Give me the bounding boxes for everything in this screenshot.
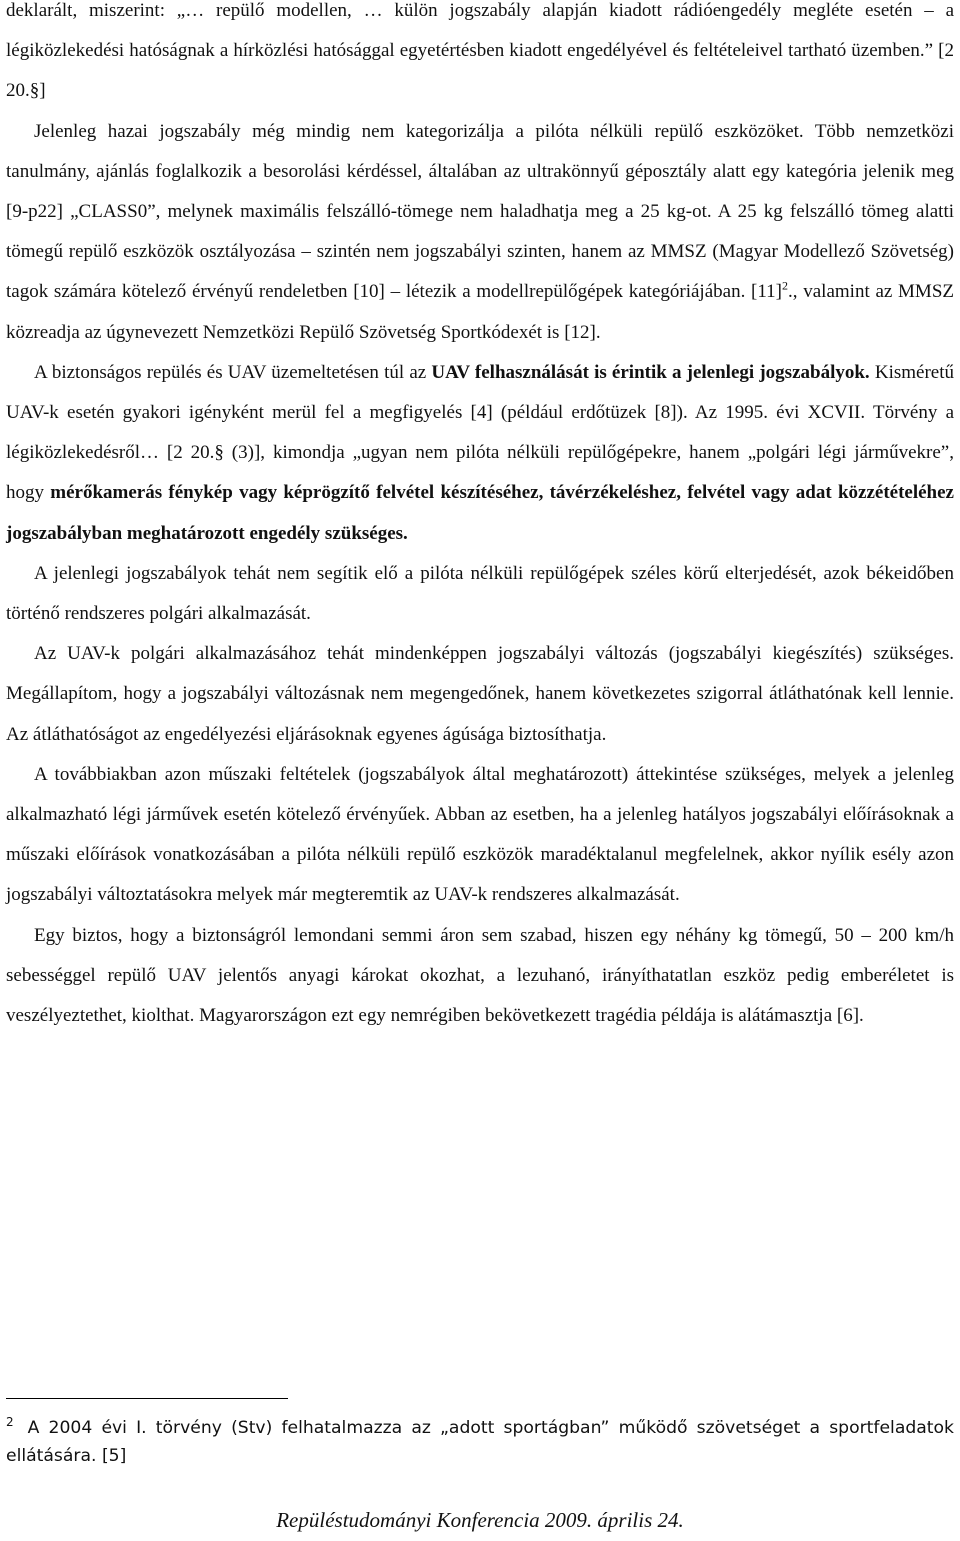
paragraph-6 (6, 755, 954, 916)
footnote-text: A 2004 évi I. törvény (Stv) felhatalmazza az „adott sportágban” működő szövetséget a sportfeladatok ellátására. [5] (6, 1418, 954, 1466)
paragraph-3-text-a: A biztonságos repülés és UAV üzemeltetésen túl az (34, 361, 432, 383)
paragraph-4-text: A jelenlegi jogszabályok tehát nem segítik elő a pilóta nélküli repülőgépek széles körű elterjedését, azok békeidőben történő rendszeres polgári alkalmazását. (6, 562, 954, 625)
paragraph-3-bold-a: UAV felhasználását is érintik a jelenlegi jogszabályok. (431, 361, 870, 383)
paragraph-1 (6, 0, 954, 112)
paragraph-1-text: deklarált, miszerint: „… repülő modellen, … külön jogszabály alapján kiadott rádióengedély megléte esetén – a légiközlekedési hatóságnak a hírközlési hatósággal egyetértésben kiadott engedélyével és feltételeivel tartható üzemben.” [2 20.§] (6, 0, 954, 102)
paragraph-7 (6, 916, 954, 1037)
paragraph-5-text: Az UAV-k polgári alkalmazásához tehát mindenképpen jogszabályi változás (jogszabályi kiegészítés) szükséges. Megállapítom, hogy a jogszabályi változásnak nem megengedőnek, hanem következetes szigorral átláthatónak kell lennie. Az átláthatóságot az engedélyezési eljárásoknak egyenes ágúsága biztosíthatja. (6, 643, 954, 745)
footnote-mark: 2 (6, 1415, 14, 1430)
footnote-separator (6, 1398, 288, 1399)
footnote (6, 1414, 954, 1470)
paragraph-3-text-b: Kisméretű UAV-k esetén gyakori igényként merül fel a megfigyelés [4] (például erdőtüzek [8]). Az 1995. évi XCVII. Törvény a légiközlekedésről… [2 20.§ (3)], kimondja „ugyan nem pilóta nélküli repülőgépekre, hanem „polgári légi járművekre”, hogy (6, 361, 954, 504)
body-text (6, 0, 954, 1036)
paragraph-7-text: Egy biztos, hogy a biztonságról lemondani semmi áron sem szabad, hiszen egy néhány kg tömegű, 50 – 200 km/h sebességgel repülő UAV jelentős anyagi károkat okozhat, a lezuhanó, irányíthatatlan eszköz pedig emberéletet is veszélyeztethet, kiolthat. Magyarországon ezt egy nemrégiben bekövetkezett tragédia példája is alátámasztja [6]. (6, 924, 954, 1027)
paragraph-2-text-b: ., valamint az MMSZ közreadja az úgynevezett Nemzetközi Repülő Szövetség Sportkódexét is [12]. (6, 281, 954, 343)
paragraph-3 (6, 353, 954, 554)
paragraph-4 (6, 554, 954, 634)
paragraph-2 (6, 112, 954, 353)
paragraph-2-text-a: Jelenleg hazai jogszabály még mindig nem kategorizálja a pilóta nélküli repülő eszközöket. Több nemzetközi tanulmány, ajánlás foglalkozik a besorolási kérdéssel, általában az ultrakönnyű géposztály alatt egy kategória jelenik meg [9-p22] „CLASS0”, melynek maximális felszálló-tömege nem haladhatja meg a 25 kg-ot. A 25 kg felszálló tömeg alatti tömegű repülő eszközök osztályozása – szintén nem jogszabályi szinten, hanem az MMSZ (Magyar Modellező Szövetség) tagok számára kötelező érvényű rendeletben [10] – létezik a modellrepülőgépek kategóriájában. [11] (6, 120, 954, 303)
paragraph-6-text: A továbbiakban azon műszaki feltételek (jogszabályok által meghatározott) áttekintése szükséges, melyek a jelenleg alkalmazható légi járművek esetén kötelező érvényűek. Abban az esetben, ha a jelenleg hatályos jogszabályi előírásoknak a műszaki előírások vonatkozásában a pilóta nélküli repülő eszközök maradéktalanul megfelelnek, akkor nyílik esély azon jogszabályi változtatásokra melyek már megteremtik az UAV-k rendszeres alkalmazását. (6, 763, 954, 906)
page-footer: Repüléstudományi Konferencia 2009. április 24. (276, 1508, 684, 1532)
paragraph-5 (6, 634, 954, 755)
paragraph-3-bold-b: mérőkamerás fénykép vagy képrögzítő felvétel készítéséhez, távérzékeléshez, felvétel vagy adat közzétételéhez jogszabályban meghatározott engedély szükséges. (6, 482, 954, 544)
footnote-reference: 2 (782, 279, 789, 294)
